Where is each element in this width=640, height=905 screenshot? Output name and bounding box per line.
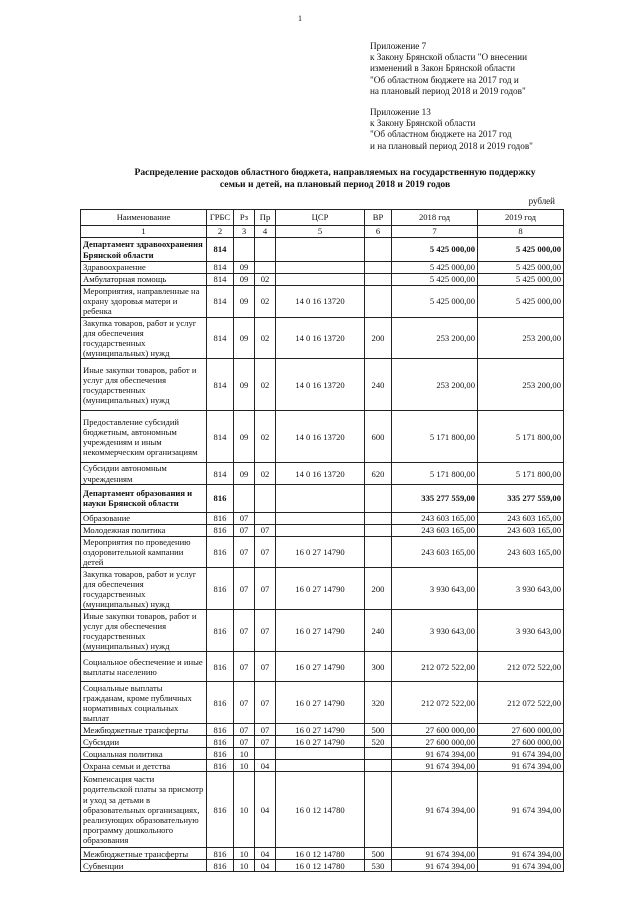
pr-code: 07 bbox=[255, 736, 276, 748]
appendix-line: Приложение 13 bbox=[370, 107, 431, 117]
row-name: Межбюджетные трансферты bbox=[81, 724, 207, 736]
rz-code: 10 bbox=[234, 748, 255, 760]
grbs-code: 814 bbox=[207, 262, 234, 274]
table-row bbox=[81, 848, 564, 860]
vr-code bbox=[365, 262, 392, 274]
grbs-code: 816 bbox=[207, 652, 234, 682]
grbs-code: 814 bbox=[207, 317, 234, 359]
vr-code bbox=[365, 274, 392, 286]
pr-code: 04 bbox=[255, 760, 276, 772]
grbs-code: 816 bbox=[207, 682, 234, 724]
row-name: Здравоохранение bbox=[81, 262, 207, 274]
header-cell: 2019 год bbox=[478, 210, 564, 226]
amount-2018: 5 171 800,00 bbox=[392, 463, 478, 484]
amount-2018: 5 425 000,00 bbox=[392, 274, 478, 286]
table-row bbox=[81, 274, 564, 286]
csr-code: 16 0 27 14790 bbox=[276, 536, 365, 568]
vr-code bbox=[365, 748, 392, 760]
rz-code: 10 bbox=[234, 772, 255, 848]
table-row bbox=[81, 238, 564, 262]
grbs-code: 816 bbox=[207, 524, 234, 536]
table-row bbox=[81, 262, 564, 274]
row-name: Мероприятия, направленные на охрану здоровья матери и ребенка bbox=[81, 286, 207, 318]
header-cell: ВР bbox=[365, 210, 392, 226]
row-name: Образование bbox=[81, 512, 207, 524]
grbs-code: 816 bbox=[207, 772, 234, 848]
column-number: 5 bbox=[276, 226, 365, 238]
vr-code bbox=[365, 512, 392, 524]
amount-2019: 91 674 394,00 bbox=[478, 748, 564, 760]
vr-code: 520 bbox=[365, 736, 392, 748]
rz-code: 07 bbox=[234, 524, 255, 536]
csr-code: 16 0 12 14780 bbox=[276, 848, 365, 860]
csr-code: 14 0 16 13720 bbox=[276, 317, 365, 359]
pr-code: 07 bbox=[255, 724, 276, 736]
amount-2019: 243 603 165,00 bbox=[478, 536, 564, 568]
csr-code: 16 0 12 14780 bbox=[276, 772, 365, 848]
amount-2019: 212 072 522,00 bbox=[478, 652, 564, 682]
amount-2018: 27 600 000,00 bbox=[392, 724, 478, 736]
row-name: Межбюджетные трансферты bbox=[81, 848, 207, 860]
amount-2018: 91 674 394,00 bbox=[392, 748, 478, 760]
appendix-13-note bbox=[370, 107, 533, 152]
amount-2019: 27 600 000,00 bbox=[478, 724, 564, 736]
row-name: Иные закупки товаров, работ и услуг для обеспечения государственных (муниципальных) нужд bbox=[81, 359, 207, 411]
amount-2019: 91 674 394,00 bbox=[478, 848, 564, 860]
header-row bbox=[81, 210, 564, 226]
document-title bbox=[80, 167, 590, 191]
row-name: Амбулаторная помощь bbox=[81, 274, 207, 286]
pr-code: 02 bbox=[255, 359, 276, 411]
row-name: Социальная политика bbox=[81, 748, 207, 760]
row-name: Департамент здравоохранения Брянской области bbox=[81, 238, 207, 262]
table-row bbox=[81, 484, 564, 512]
grbs-code: 816 bbox=[207, 512, 234, 524]
pr-code bbox=[255, 262, 276, 274]
table-row bbox=[81, 860, 564, 872]
vr-code bbox=[365, 286, 392, 318]
pr-code: 07 bbox=[255, 682, 276, 724]
table-row bbox=[81, 512, 564, 524]
grbs-code: 816 bbox=[207, 610, 234, 652]
pr-code: 04 bbox=[255, 860, 276, 872]
table-row bbox=[81, 524, 564, 536]
pr-code: 04 bbox=[255, 848, 276, 860]
table-row bbox=[81, 610, 564, 652]
row-name: Субвенции bbox=[81, 860, 207, 872]
csr-code: 16 0 27 14790 bbox=[276, 652, 365, 682]
pr-code: 02 bbox=[255, 463, 276, 484]
rz-code: 09 bbox=[234, 463, 255, 484]
amount-2018: 5 171 800,00 bbox=[392, 411, 478, 463]
column-number: 6 bbox=[365, 226, 392, 238]
appendix-line: к Закону Брянской области bbox=[370, 118, 476, 129]
rz-code: 07 bbox=[234, 512, 255, 524]
rz-code: 07 bbox=[234, 610, 255, 652]
csr-code: 14 0 16 13720 bbox=[276, 359, 365, 411]
rz-code: 07 bbox=[234, 652, 255, 682]
appendix-line: "Об областном бюджете на 2017 год bbox=[370, 129, 512, 140]
csr-code bbox=[276, 760, 365, 772]
rz-code: 09 bbox=[234, 286, 255, 318]
vr-code bbox=[365, 772, 392, 848]
rz-code: 10 bbox=[234, 860, 255, 872]
table-row bbox=[81, 411, 564, 463]
grbs-code: 816 bbox=[207, 536, 234, 568]
units-label: рублей bbox=[528, 196, 555, 206]
header-cell: Рз bbox=[234, 210, 255, 226]
row-name: Молодежная политика bbox=[81, 524, 207, 536]
header-cell: Наименование bbox=[81, 210, 207, 226]
row-name: Департамент образования и науки Брянской области bbox=[81, 484, 207, 512]
csr-code bbox=[276, 238, 365, 262]
amount-2018: 5 425 000,00 bbox=[392, 262, 478, 274]
rz-code: 10 bbox=[234, 848, 255, 860]
pr-code: 02 bbox=[255, 274, 276, 286]
appendix-line: Приложение 7 bbox=[370, 41, 427, 51]
header-cell: Пр bbox=[255, 210, 276, 226]
appendix-7-note bbox=[370, 41, 527, 97]
row-name: Социальные выплаты гражданам, кроме публичных нормативных социальных выплат bbox=[81, 682, 207, 724]
table-row bbox=[81, 772, 564, 848]
amount-2018: 27 600 000,00 bbox=[392, 736, 478, 748]
vr-code bbox=[365, 536, 392, 568]
amount-2019: 212 072 522,00 bbox=[478, 682, 564, 724]
rz-code: 07 bbox=[234, 736, 255, 748]
column-number: 4 bbox=[255, 226, 276, 238]
pr-code bbox=[255, 512, 276, 524]
amount-2019: 335 277 559,00 bbox=[478, 484, 564, 512]
amount-2019: 91 674 394,00 bbox=[478, 860, 564, 872]
grbs-code: 816 bbox=[207, 568, 234, 610]
table-row bbox=[81, 682, 564, 724]
amount-2019: 3 930 643,00 bbox=[478, 568, 564, 610]
table-row bbox=[81, 317, 564, 359]
vr-code bbox=[365, 760, 392, 772]
amount-2019: 5 425 000,00 bbox=[478, 238, 564, 262]
appendix-line: "Об областном бюджете на 2017 год и bbox=[370, 74, 519, 85]
amount-2018: 212 072 522,00 bbox=[392, 652, 478, 682]
grbs-code: 814 bbox=[207, 274, 234, 286]
pr-code: 07 bbox=[255, 652, 276, 682]
amount-2018: 5 425 000,00 bbox=[392, 238, 478, 262]
csr-code: 16 0 27 14790 bbox=[276, 736, 365, 748]
rz-code: 07 bbox=[234, 682, 255, 724]
amount-2018: 253 200,00 bbox=[392, 359, 478, 411]
row-name: Закупка товаров, работ и услуг для обеспечения государственных (муниципальных) нужд bbox=[81, 317, 207, 359]
csr-code: 16 0 27 14790 bbox=[276, 724, 365, 736]
amount-2019: 243 603 165,00 bbox=[478, 524, 564, 536]
row-name: Закупка товаров, работ и услуг для обеспечения государственных (муниципальных) нужд bbox=[81, 568, 207, 610]
header-cell: 2018 год bbox=[392, 210, 478, 226]
pr-code bbox=[255, 484, 276, 512]
row-name: Субсидии автономным учреждениям bbox=[81, 463, 207, 484]
vr-code: 530 bbox=[365, 860, 392, 872]
vr-code: 500 bbox=[365, 724, 392, 736]
table-row bbox=[81, 748, 564, 760]
rz-code: 09 bbox=[234, 359, 255, 411]
rz-code: 09 bbox=[234, 274, 255, 286]
row-name: Компенсация части родительской платы за присмотр и уход за детьми в образовательных организациях, реализующих образовательную программу дошкольного образования bbox=[81, 772, 207, 848]
table-row bbox=[81, 568, 564, 610]
column-number: 8 bbox=[478, 226, 564, 238]
amount-2018: 91 674 394,00 bbox=[392, 772, 478, 848]
appendix-line: и на плановый период 2018 и 2019 годов" bbox=[370, 140, 533, 151]
amount-2019: 5 425 000,00 bbox=[478, 262, 564, 274]
csr-code bbox=[276, 484, 365, 512]
amount-2019: 253 200,00 bbox=[478, 359, 564, 411]
amount-2018: 91 674 394,00 bbox=[392, 760, 478, 772]
row-name: Мероприятия по проведению оздоровительной кампании детей bbox=[81, 536, 207, 568]
column-number: 7 bbox=[392, 226, 478, 238]
grbs-code: 816 bbox=[207, 848, 234, 860]
amount-2018: 243 603 165,00 bbox=[392, 512, 478, 524]
amount-2019: 91 674 394,00 bbox=[478, 760, 564, 772]
column-number: 3 bbox=[234, 226, 255, 238]
grbs-code: 814 bbox=[207, 463, 234, 484]
rz-code: 07 bbox=[234, 568, 255, 610]
title-line-2: семьи и детей, на плановый период 2018 и 2019 годов bbox=[219, 179, 451, 190]
pr-code: 07 bbox=[255, 536, 276, 568]
table-row bbox=[81, 652, 564, 682]
appendix-line: на плановый период 2018 и 2019 годов" bbox=[370, 85, 526, 96]
row-name: Субсидии bbox=[81, 736, 207, 748]
row-name: Предоставление субсидий бюджетным, автономным учреждениям и иным некоммерческим организациям bbox=[81, 411, 207, 463]
csr-code: 14 0 16 13720 bbox=[276, 286, 365, 318]
rz-code bbox=[234, 484, 255, 512]
rz-code: 09 bbox=[234, 317, 255, 359]
column-number-row bbox=[81, 226, 564, 238]
csr-code: 16 0 12 14780 bbox=[276, 860, 365, 872]
rz-code: 09 bbox=[234, 411, 255, 463]
rz-code: 09 bbox=[234, 262, 255, 274]
csr-code bbox=[276, 524, 365, 536]
amount-2019: 5 425 000,00 bbox=[478, 286, 564, 318]
pr-code: 02 bbox=[255, 411, 276, 463]
pr-code: 04 bbox=[255, 772, 276, 848]
amount-2019: 5 171 800,00 bbox=[478, 463, 564, 484]
vr-code bbox=[365, 524, 392, 536]
vr-code bbox=[365, 238, 392, 262]
row-name: Социальное обеспечение и иные выплаты населению bbox=[81, 652, 207, 682]
grbs-code: 814 bbox=[207, 359, 234, 411]
rz-code: 07 bbox=[234, 724, 255, 736]
grbs-code: 816 bbox=[207, 748, 234, 760]
csr-code: 16 0 27 14790 bbox=[276, 568, 365, 610]
pr-code: 07 bbox=[255, 568, 276, 610]
vr-code: 300 bbox=[365, 652, 392, 682]
csr-code: 16 0 27 14790 bbox=[276, 682, 365, 724]
amount-2018: 253 200,00 bbox=[392, 317, 478, 359]
csr-code bbox=[276, 274, 365, 286]
header-cell: ЦСР bbox=[276, 210, 365, 226]
amount-2019: 5 425 000,00 bbox=[478, 274, 564, 286]
column-number: 1 bbox=[81, 226, 207, 238]
grbs-code: 816 bbox=[207, 484, 234, 512]
vr-code: 320 bbox=[365, 682, 392, 724]
amount-2018: 335 277 559,00 bbox=[392, 484, 478, 512]
amount-2018: 243 603 165,00 bbox=[392, 536, 478, 568]
table-row bbox=[81, 463, 564, 484]
pr-code: 07 bbox=[255, 610, 276, 652]
table-row bbox=[81, 724, 564, 736]
amount-2018: 3 930 643,00 bbox=[392, 610, 478, 652]
table-row bbox=[81, 736, 564, 748]
table-row bbox=[81, 286, 564, 318]
vr-code bbox=[365, 484, 392, 512]
grbs-code: 814 bbox=[207, 411, 234, 463]
rz-code: 07 bbox=[234, 536, 255, 568]
rz-code bbox=[234, 238, 255, 262]
budget-table bbox=[80, 209, 564, 872]
grbs-code: 816 bbox=[207, 860, 234, 872]
appendix-line: к Закону Брянской области "О внесении bbox=[370, 52, 528, 63]
page-number: 1 bbox=[298, 14, 302, 23]
csr-code bbox=[276, 512, 365, 524]
appendix-line: изменений в Закон Брянской области bbox=[370, 63, 516, 74]
grbs-code: 816 bbox=[207, 724, 234, 736]
rz-code: 10 bbox=[234, 760, 255, 772]
grbs-code: 814 bbox=[207, 238, 234, 262]
csr-code bbox=[276, 262, 365, 274]
amount-2018: 243 603 165,00 bbox=[392, 524, 478, 536]
pr-code: 02 bbox=[255, 317, 276, 359]
table-row bbox=[81, 359, 564, 411]
amount-2018: 5 425 000,00 bbox=[392, 286, 478, 318]
amount-2019: 27 600 000,00 bbox=[478, 736, 564, 748]
table-row bbox=[81, 536, 564, 568]
grbs-code: 816 bbox=[207, 736, 234, 748]
amount-2018: 212 072 522,00 bbox=[392, 682, 478, 724]
vr-code: 500 bbox=[365, 848, 392, 860]
row-name: Охрана семьи и детства bbox=[81, 760, 207, 772]
amount-2018: 3 930 643,00 bbox=[392, 568, 478, 610]
amount-2018: 91 674 394,00 bbox=[392, 860, 478, 872]
row-name: Иные закупки товаров, работ и услуг для обеспечения государственных (муниципальных) нужд bbox=[81, 610, 207, 652]
pr-code bbox=[255, 748, 276, 760]
column-number: 2 bbox=[207, 226, 234, 238]
table-row bbox=[81, 760, 564, 772]
header-cell: ГРБС bbox=[207, 210, 234, 226]
csr-code bbox=[276, 748, 365, 760]
pr-code: 07 bbox=[255, 524, 276, 536]
pr-code: 02 bbox=[255, 286, 276, 318]
vr-code: 240 bbox=[365, 610, 392, 652]
csr-code: 14 0 16 13720 bbox=[276, 463, 365, 484]
vr-code: 620 bbox=[365, 463, 392, 484]
amount-2019: 3 930 643,00 bbox=[478, 610, 564, 652]
vr-code: 200 bbox=[365, 568, 392, 610]
amount-2019: 5 171 800,00 bbox=[478, 411, 564, 463]
title-line-1: Распределение расходов областного бюджета, направляемых на государственную поддержку bbox=[134, 167, 536, 178]
vr-code: 600 bbox=[365, 411, 392, 463]
vr-code: 200 bbox=[365, 317, 392, 359]
amount-2019: 91 674 394,00 bbox=[478, 772, 564, 848]
amount-2019: 243 603 165,00 bbox=[478, 512, 564, 524]
amount-2019: 253 200,00 bbox=[478, 317, 564, 359]
vr-code: 240 bbox=[365, 359, 392, 411]
csr-code: 16 0 27 14790 bbox=[276, 610, 365, 652]
grbs-code: 814 bbox=[207, 286, 234, 318]
pr-code bbox=[255, 238, 276, 262]
grbs-code: 816 bbox=[207, 760, 234, 772]
csr-code: 14 0 16 13720 bbox=[276, 411, 365, 463]
amount-2018: 91 674 394,00 bbox=[392, 848, 478, 860]
